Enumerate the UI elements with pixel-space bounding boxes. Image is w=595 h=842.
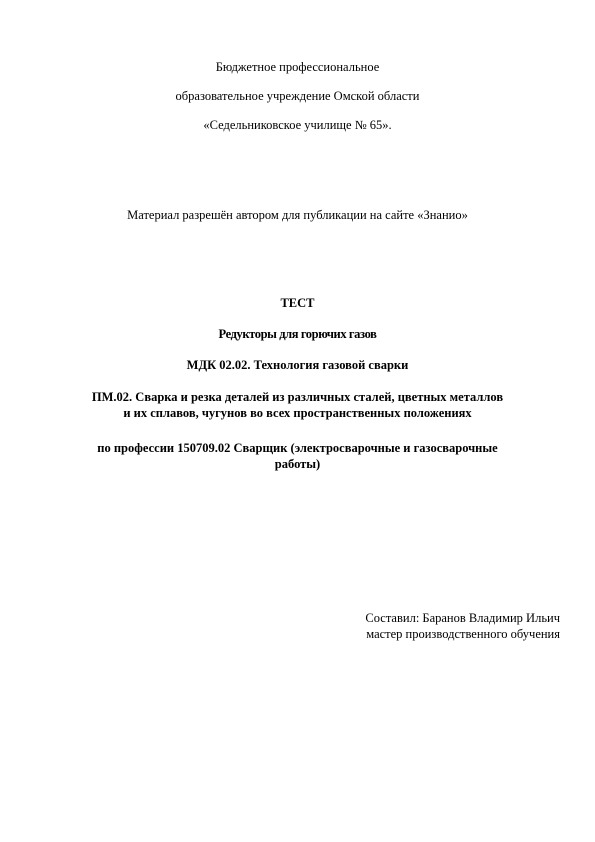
test-title: ТЕСТ <box>280 296 315 310</box>
module-line-2: и их сплавов, чугунов во всех пространственных положениях <box>123 406 472 420</box>
institution-line-2: образовательное учреждение Омской области <box>175 89 420 103</box>
module-line-1: ПМ.02. Сварка и резка деталей из различных сталей, цветных металлов <box>91 390 504 404</box>
author-block <box>320 610 560 642</box>
publication-permission: Материал разрешён автором для публикации на сайте «Знанио» <box>127 208 468 222</box>
module-description <box>70 389 525 421</box>
author-position: мастер производственного обучения <box>366 627 560 641</box>
course-title: МДК 02.02. Технология газовой сварки <box>186 358 409 372</box>
institution-line-1: Бюджетное профессиональное <box>215 60 380 74</box>
author-name: Составил: Баранов Владимир Ильич <box>365 611 560 625</box>
institution-line-3: «Седельниковское училище № 65». <box>203 118 392 132</box>
profession-line-2: работы) <box>274 457 321 471</box>
profession-description <box>70 440 525 472</box>
test-topic: Редукторы для горючих газов <box>218 327 377 341</box>
profession-line-1: по профессии 150709.02 Сварщик (электросварочные и газосварочные <box>97 441 498 455</box>
